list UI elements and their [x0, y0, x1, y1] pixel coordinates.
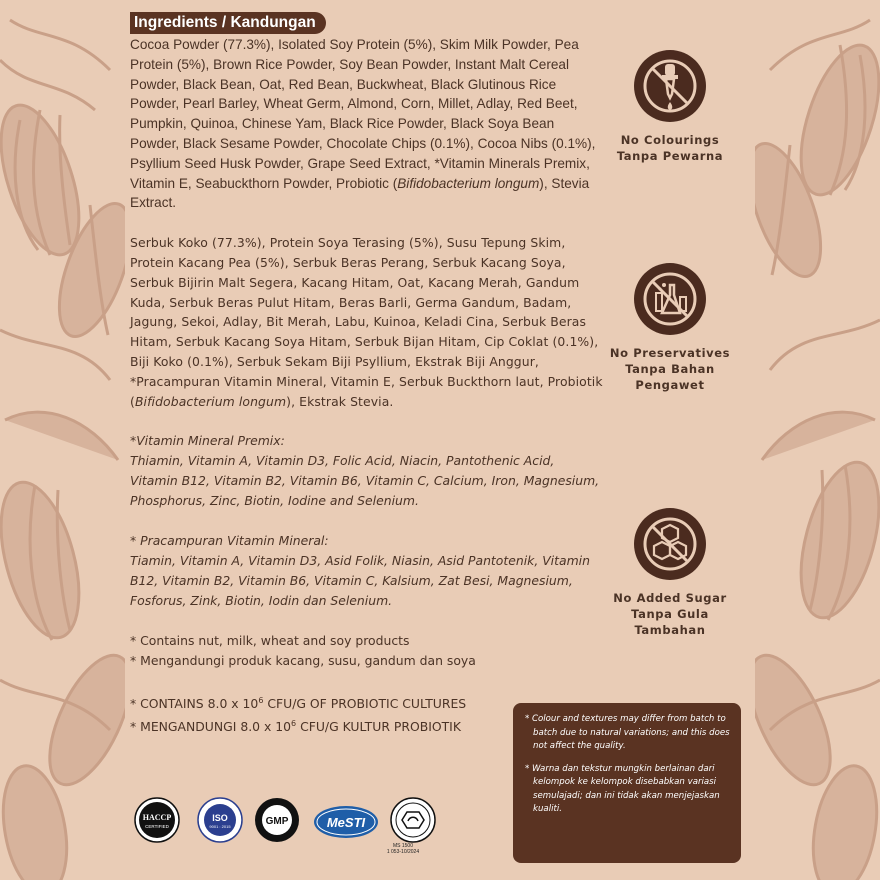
probiotic-count-en: * CONTAINS 8.0 x $10^6$ CFU/G OF PROBIOTIC CULTURES — [130, 696, 467, 712]
halal-code: 1 053-10/2024 — [386, 849, 420, 855]
section-title: Ingredients / Kandungan — [130, 12, 326, 34]
disclaimer-ms: * Warna dan tekstur mungkin berlainan dari kelompok ke kelompok disebabkan variasi semulajadi; dan ini tidak akan menjejaskan kualiti. — [525, 763, 720, 814]
mesti-logo — [313, 805, 379, 839]
cocoa-pattern-left — [0, 0, 125, 880]
lab-flask-no-preservative-icon — [634, 263, 706, 335]
feature-label-ms-2: Pengawet — [635, 378, 705, 392]
vitamin-premix-list-ms: Tiamin, Vitamin A, Vitamin D3, Asid Folik, Niasin, Asid Pantotenik, Vitamin B12, Vitamin B2, Vitamin B6, Vitamin C, Kalsium, Zat Besi, Magnesium, Fosforus, Zink, Biotin, Iodin dan Selenium. — [130, 553, 590, 609]
haccp-logo — [134, 797, 180, 843]
ingredients-english: Cocoa Powder (77.3%), Isolated Soy Protein (5%), Skim Milk Powder, Pea Protein (5%), Brown Rice Powder, Soy Bean Powder, Instant Malt Cereal Powder, Black Bean, Oat, Red Bean, Buckwheat, Black Glutinous Rice Powder, Pearl Barley, Wheat Germ, Almond, Corn, Millet, Adlay, Red Beet, Pumpkin, Quinoa, Chinese Yam, Black Rice Powder, Black Soya Bean Powder, Black Sesame Powder, Chocolate Chips (0.1%), Cocoa Nibs (0.1%), Psyllium Seed Husk Powder, Grape Seed Extract, *Vitamin Minerals Premix, Vitamin E, Seabuckthorn Powder, Probiotic (Bifidobacterium longum), Stevia Extract. — [130, 37, 596, 211]
vitamin-premix-list-en: Thiamin, Vitamin A, Vitamin D3, Folic Acid, Niacin, Pantothenic Acid, Vitamin B12, Vitamin B2, Vitamin B6, Vitamin C, Calcium, Iron, Magnesium, Phosphorus, Zinc, Biotin, Iodine and Selenium. — [130, 453, 600, 509]
cocoa-pattern-right — [755, 0, 880, 880]
iso-logo — [197, 797, 243, 843]
iso-text: ISO — [212, 813, 228, 823]
feature-label-ms-1: Tanpa Bahan — [625, 362, 715, 376]
feature-no-added-sugar — [600, 508, 740, 638]
ingredients-malay: Serbuk Koko (77.3%), Protein Soya Terasing (5%), Susu Tepung Skim, Protein Kacang Pea (5%), Serbuk Beras Perang, Serbuk Kacang Soya, Serbuk Bijirin Malt Segera, Kacang Hitam, Oat, Kacang Merah, Gandum Kuda, Serbuk Beras Pulut Hitam, Beras Barli, Germa Gandum, Badam, Jagung, Sekoi, Adlay, Bit Merah, Labu, Kuinoa, Keladi Cina, Serbuk Beras Hitam, Serbuk Kacang Soya Hitam, Serbuk Bijan Hitam, Cip Coklat (0.1%), Biji Koko (0.1%), Serbuk Sekam Biji Psyllium, Ekstrak Biji Anggur, *Pracampuran Vitamin Mineral, Vitamin E, Serbuk Buckthorn laut, Probiotik (Bifidobacterium longum), Ekstrak Stevia. — [130, 235, 603, 409]
vitamin-premix-title-ms: * Pracampuran Vitamin Mineral: — [130, 533, 329, 549]
allergen-warning-ms: * Mengandungi produk kacang, susu, gandum dan soya — [130, 653, 476, 669]
gmp-logo — [254, 797, 300, 843]
dropper-no-colour-icon — [634, 50, 706, 122]
feature-label-ms-2: Tambahan — [634, 623, 706, 637]
haccp-text: HACCP — [142, 813, 172, 822]
halal-standard-text — [383, 843, 423, 855]
ingredients-section — [130, 12, 605, 738]
feature-label-en: No Added Sugar — [613, 591, 727, 605]
feature-no-colourings — [600, 50, 740, 164]
iso-std-text: 9001 : 2015 — [209, 824, 231, 829]
gmp-text: GMP — [265, 816, 289, 827]
feature-label-ms-1: Tanpa Gula — [631, 607, 709, 621]
halal-logo — [390, 797, 436, 843]
feature-label-en: No Preservatives — [609, 346, 731, 360]
quality-disclaimer — [513, 703, 741, 863]
sugar-cubes-no-sugar-icon — [634, 508, 706, 580]
halal-std: MS 1500 — [392, 843, 413, 849]
feature-label-ms: Tanpa Pewarna — [616, 149, 724, 163]
probiotic-count-ms: * MENGANDUNGI 8.0 x $10^6$ CFU/G KULTUR PROBIOTIK — [130, 719, 461, 735]
feature-no-preservatives — [600, 263, 740, 393]
allergen-warning-en: * Contains nut, milk, wheat and soy products — [130, 633, 410, 649]
feature-label-en: No Colourings — [620, 133, 720, 147]
mesti-text: MeSTI — [326, 815, 366, 830]
vitamin-premix-title-en: *Vitamin Mineral Premix: — [130, 433, 285, 449]
haccp-sub-text: CERTIFIED — [145, 824, 169, 829]
disclaimer-en: * Colour and textures may differ from batch to batch due to natural variations; and this does not affect the quality. — [525, 714, 730, 751]
